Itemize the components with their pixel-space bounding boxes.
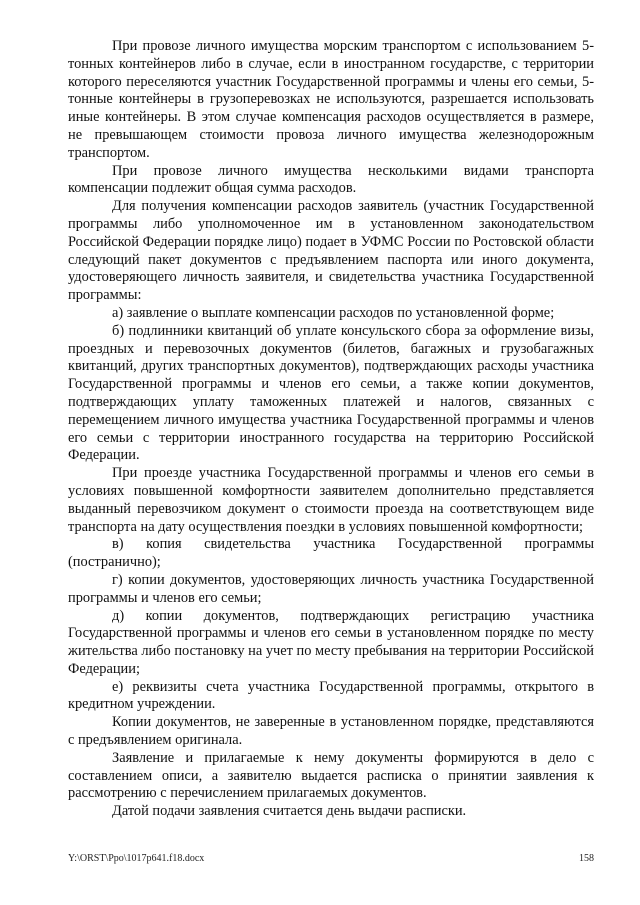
paragraph-1: При провозе личного имущества морским транспортом с использованием 5-тонных контейнеров либо в случае, если в иностранном государстве, с территории которого переселяются участник Государственной программы и члены его семьи, 5-тонные контейнеры в грузоперевозках не используются, разрешается использовать иные контейнеры. В этом случае компенсация расходов осуществляется в размере, не превышающем стоимости провоза личного имущества железнодорожным транспортом. (68, 38, 594, 161)
paragraph-date: Датой подачи заявления считается день выдачи расписки. (112, 803, 467, 820)
list-item-e: е) реквизиты счета участника Государственной программы, открытого в кредитном учреждении. (68, 678, 594, 713)
paragraph-application: Заявление и прилагаемые к нему документы формируются в дело с составлением описи, а заявителю выдается расписка о принятии заявления к рассмотрению с перечислением прилагаемых документов. (68, 749, 594, 802)
footer-page-number: 158 (579, 853, 594, 864)
list-item-b: б) подлинники квитанций об уплате консульского сбора за оформление визы, проездных и перевозочных документов (билетов, багажных и грузобагажных квитанций, других транспортных документов), подтверждающих расходы участника Государственной программы и членов его семьи, а также копии документов, подтверждающих уплату таможенных платежей и налогов, связанных с перемещением личного имущества участника Государственной программы и членов его семьи с территории иностранного государства на территорию Российской Федерации. (68, 322, 594, 464)
list-item-v: в) копия свидетельства участника Государственной программы (постранично); (68, 536, 594, 571)
paragraph-comfort: При проезде участника Государственной программы и членов его семьи в условиях повышенной комфортности заявителем дополнительно представляется выданный перевозчиком документ о стоимости проезда на соответствующем виде транспорта на дату осуществления поездки в условиях повышенной комфортности; (68, 465, 594, 535)
paragraph-3: Для получения компенсации расходов заявитель (участник Государственной программы либо уполномоченное им в установленном законодательством Российской Федерации порядке лицо) подает в УФМС России по Ростовской области следующий пакет документов с предъявлением паспорта или иного документа, удостоверяющего личность заявителя, и свидетельства участника Государственной программы: (68, 198, 594, 304)
footer-file-path: Y:\ORST\Ppo\1017p641.f18.docx (68, 853, 205, 864)
list-item-a: а) заявление о выплате компенсации расходов по установленной форме; (112, 304, 555, 321)
paragraph-copies: Копии документов, не заверенные в установленном порядке, представляются с предъявлением оригинала. (68, 714, 594, 749)
document-page (68, 38, 594, 821)
list-item-g: г) копии документов, удостоверяющих личность участника Государственной программы и членов его семьи; (68, 571, 594, 606)
paragraph-2: При провозе личного имущества несколькими видами транспорта компенсации подлежит общая сумма расходов. (68, 162, 594, 197)
list-item-d: д) копии документов, подтверждающих регистрацию участника Государственной программы и членов его семьи в установленном порядке по месту жительства либо постановку на учет по месту пребывания на территории Российской Федерации; (68, 607, 594, 677)
